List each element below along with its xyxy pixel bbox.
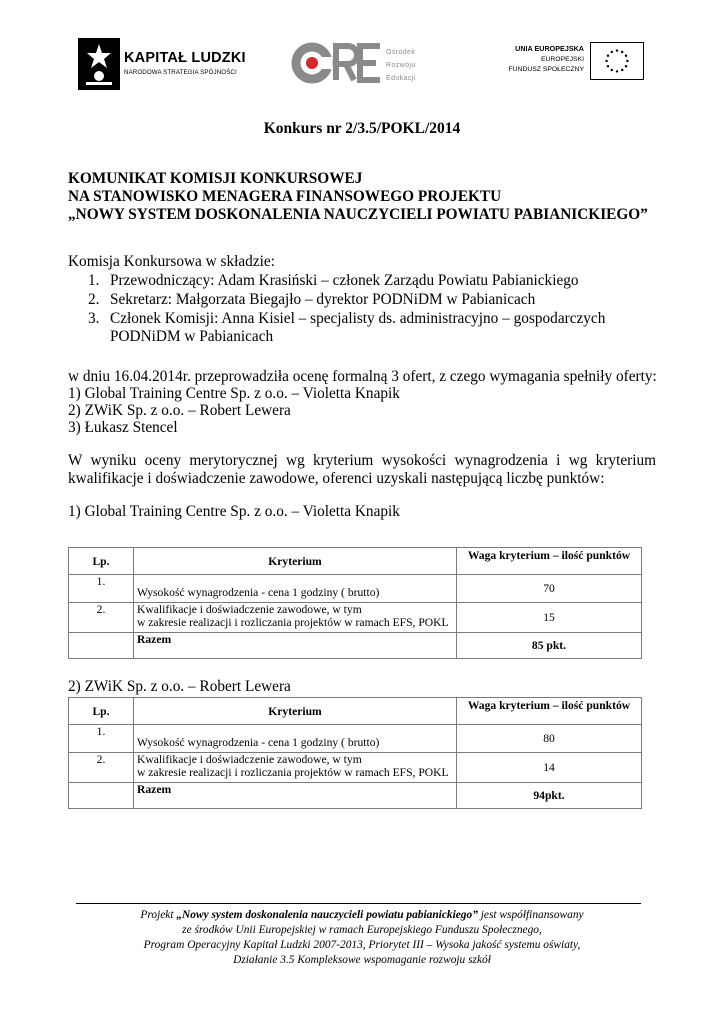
- ore-logo: [290, 40, 440, 88]
- cell-total: 94pkt.: [457, 783, 642, 809]
- kapital-ludzki-title: KAPITAŁ LUDZKI: [124, 50, 246, 66]
- cell-waga: 80: [457, 725, 642, 753]
- eu-star-icon: [607, 65, 609, 67]
- result-line-2: kwalifikacje i doświadczenie zawodowe, oferenci uzyskali następującą liczbę punktów:: [68, 470, 605, 487]
- cell-waga: 15: [457, 603, 642, 633]
- eu-star-icon: [621, 69, 623, 71]
- result-line-1: W wyniku oceny merytorycznej wg kryterium wysokości wynagrodzenia i wg kryterium: [68, 452, 656, 469]
- competition-number: Konkurs nr 2/3.5/POKL/2014: [263, 120, 461, 137]
- footer-line-2: ze środków Unii Europejskiej w ramach Europejskiego Funduszu Społecznego,: [182, 924, 542, 936]
- eu-star-icon: [611, 51, 613, 53]
- cell-kryterium: [134, 753, 457, 783]
- table-total-row: [69, 783, 642, 809]
- footer-line-3: Program Operacyjny Kapitał Ludzki 2007-2013, Priorytet III – Wysoka jakość systemu oświaty,: [143, 939, 581, 951]
- cell-total-label: Razem: [134, 783, 457, 809]
- cell-kryterium: [134, 603, 457, 633]
- eu-logo: [500, 42, 650, 84]
- col-waga: Waga kryterium – ilość punktów: [457, 548, 642, 575]
- eu-star-icon: [607, 55, 609, 57]
- announcement-heading: [68, 170, 648, 224]
- member-text: Członek Komisji: Anna Kisiel – specjalisty ds. administracyjno – gospodarczych: [110, 310, 606, 327]
- kapital-ludzki-subtitle: NARODOWA STRATEGIA SPÓJNOŚCI: [124, 69, 237, 76]
- eu-star-icon: [625, 55, 627, 57]
- member-text: Przewodniczący: Adam Krasiński – członek Zarządu Powiatu Pabianickiego: [110, 272, 579, 289]
- eu-line2: EUROPEJSKI: [540, 56, 584, 63]
- eu-star-icon: [626, 60, 628, 62]
- list-item: [68, 271, 668, 290]
- eu-star-icon: [621, 51, 623, 53]
- member-number: 3.: [88, 310, 100, 327]
- cell-empty: [69, 783, 134, 809]
- eu-star-icon: [616, 70, 618, 72]
- table-header-row: [69, 548, 642, 575]
- member-text: Sekretarz: Małgorzata Biegajło – dyrektor PODNiDM w Pabianicach: [110, 291, 536, 308]
- offer-item: 2) ZWiK Sp. z o.o. – Robert Lewera: [68, 402, 291, 419]
- cell-waga: 14: [457, 753, 642, 783]
- ore-mark-icon: [290, 40, 382, 86]
- ore-line1: Ośrodek: [386, 49, 416, 56]
- cell-kryterium-line: Kwalifikacje i doświadczenie zawodowe, w tym: [137, 753, 362, 766]
- cell-lp: 2.: [69, 603, 134, 633]
- table2-heading: 2) ZWiK Sp. z o.o. – Robert Lewera: [68, 678, 291, 695]
- ore-line3: Edukacji: [386, 75, 416, 82]
- cell-waga: 70: [457, 575, 642, 603]
- scoring-table-2: [68, 697, 642, 809]
- committee-members: [68, 271, 668, 328]
- footer-line-4: Działanie 3.5 Kompleksowe wspomaganie rozwoju szkół: [233, 954, 491, 966]
- cell-kryterium-line: Kwalifikacje i doświadczenie zawodowe, w tym: [137, 603, 362, 616]
- announcement-line: NA STANOWISKO MENAGERA FINANSOWEGO PROJEKTU: [68, 188, 502, 205]
- footer: [0, 908, 724, 968]
- kapital-ludzki-emblem-icon: [78, 38, 120, 90]
- member-number: 2.: [88, 291, 100, 308]
- cell-total: 85 pkt.: [457, 633, 642, 659]
- col-lp: Lp.: [69, 548, 134, 575]
- footer-suffix: jest współfinansowany: [477, 909, 584, 921]
- announcement-line: KOMUNIKAT KOMISJI KONKURSOWEJ: [68, 170, 363, 187]
- cell-total-label: Razem: [134, 633, 457, 659]
- offer-item: 3) Łukasz Stencel: [68, 419, 178, 436]
- eu-star-icon: [605, 60, 607, 62]
- table-row: [69, 725, 642, 753]
- eu-star-icon: [625, 65, 627, 67]
- col-lp: Lp.: [69, 698, 134, 725]
- footer-divider: [76, 903, 641, 904]
- table-header-row: [69, 698, 642, 725]
- cell-empty: [69, 633, 134, 659]
- scoring-table-1: [68, 547, 642, 659]
- table-row: [69, 753, 642, 783]
- table1-heading: 1) Global Training Centre Sp. z o.o. – Violetta Knapik: [68, 503, 400, 520]
- col-waga: Waga kryterium – ilość punktów: [457, 698, 642, 725]
- table-total-row: [69, 633, 642, 659]
- evaluation-text: w dniu 16.04.2014r. przeprowadziła ocenę formalną 3 ofert, z czego wymagania spełniły oferty:: [68, 368, 657, 385]
- cell-lp: 1.: [69, 575, 134, 603]
- eu-line1: UNIA EUROPEJSKA: [515, 44, 584, 53]
- cell-kryterium-line: w zakresie realizacji i rozliczania projektów w ramach EFS, POKL: [137, 616, 449, 629]
- cell-kryterium: Wysokość wynagrodzenia - cena 1 godziny ( brutto): [134, 575, 457, 603]
- member3-continuation: PODNiDM w Pabianicach: [110, 328, 274, 345]
- eu-flag-icon: [590, 42, 644, 80]
- eu-text: [508, 44, 584, 75]
- footer-line-1: [0, 908, 724, 923]
- kapital-ludzki-logo: [78, 38, 258, 90]
- cell-kryterium-line: w zakresie realizacji i rozliczania projektów w ramach EFS, POKL: [137, 766, 449, 779]
- cell-lp: 1.: [69, 725, 134, 753]
- ore-wordmark: [386, 46, 416, 85]
- list-item: [68, 290, 668, 309]
- member-number: 1.: [88, 272, 100, 289]
- table-row: [69, 575, 642, 603]
- announcement-line: „NOWY SYSTEM DOSKONALENIA NAUCZYCIELI POWIATU PABIANICKIEGO”: [68, 206, 648, 223]
- ore-line2: Rozwoju: [386, 62, 416, 69]
- footer-prefix: Projekt: [140, 909, 177, 921]
- cell-lp: 2.: [69, 753, 134, 783]
- eu-star-icon: [611, 69, 613, 71]
- list-item: [68, 309, 668, 328]
- table-row: [69, 603, 642, 633]
- offer-item: 1) Global Training Centre Sp. z o.o. – Violetta Knapik: [68, 385, 400, 402]
- eu-line3: FUNDUSZ SPOŁECZNY: [508, 66, 584, 73]
- eu-star-icon: [616, 49, 618, 51]
- footer-project-name: „Nowy system doskonalenia nauczycieli powiatu pabianickiego”: [176, 909, 478, 921]
- col-kryterium: Kryterium: [134, 548, 457, 575]
- col-kryterium: Kryterium: [134, 698, 457, 725]
- committee-intro: Komisja Konkursowa w składzie:: [68, 253, 275, 270]
- cell-kryterium: Wysokość wynagrodzenia - cena 1 godziny ( brutto): [134, 725, 457, 753]
